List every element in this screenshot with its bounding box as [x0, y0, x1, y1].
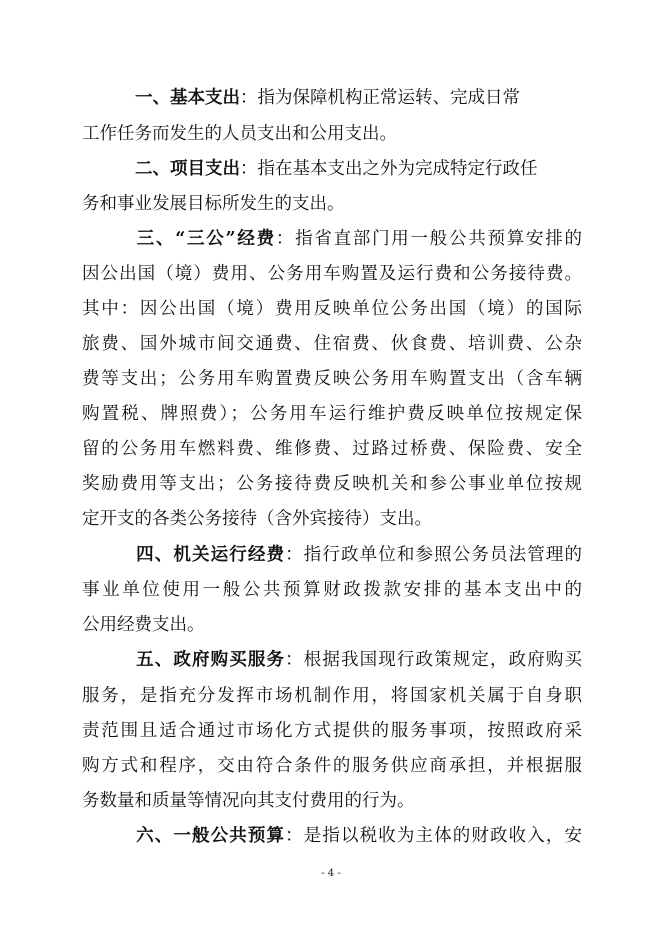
paragraph-line — [82, 545, 582, 565]
paragraph-line — [82, 229, 582, 249]
paragraph-line: 奖励费用等支出；公务接待费反映机关和参公事业单位按规 — [82, 474, 582, 494]
paragraph-line — [82, 650, 582, 670]
paragraph-line: 工作任务而发生的人员支出和公用支出。 — [82, 124, 397, 144]
paragraph-line: 公用经费支出。 — [82, 615, 205, 635]
paragraph-line: 服务，是指充分发挥市场机制作用，将国家机关属于自身职 — [82, 686, 582, 706]
paragraph-line: 因公出国（境）费用、公务用车购置及运行费和公务接待费。 — [82, 264, 582, 284]
paragraph-line: 购方式和程序，交由符合条件的服务供应商承担，并根据服 — [82, 756, 582, 776]
paragraph-text: ：指省直部门用一般公共预算安排的 — [275, 229, 583, 249]
paragraph-line: 其中：因公出国（境）费用反映单位公务出国（境）的国际 — [82, 299, 582, 319]
paragraph-line — [82, 159, 582, 179]
section-heading: 一、基本支出 — [135, 88, 240, 108]
paragraph-line: 定开支的各类公务接待（含外宾接待）支出。 — [82, 509, 432, 529]
paragraph-line: 事业单位使用一般公共预算财政拨款安排的基本支出中的 — [82, 580, 582, 600]
paragraph-line: 购置税、牌照费）；公务用车运行维护费反映单位按规定保 — [82, 404, 582, 424]
paragraph-line: 费等支出；公务用车购置费反映公务用车购置支出（含车辆 — [82, 369, 582, 389]
paragraph-line: 务和事业发展目标所发生的支出。 — [82, 194, 345, 214]
paragraph-text: ：指行政单位和参照公务员法管理的 — [285, 545, 582, 565]
paragraph-text: ：指在基本支出之外为完成特定行政任 — [240, 159, 538, 179]
paragraph-text: ：是指以税收为主体的财政收入，安 — [285, 826, 582, 846]
paragraph-text: ：指为保障机构正常运转、完成日常 — [240, 88, 520, 108]
section-heading: 三、“三公”经费 — [135, 229, 276, 249]
section-heading: 五、政府购买服务 — [135, 650, 286, 670]
paragraph-line — [82, 88, 582, 108]
section-heading: 六、一般公共预算 — [135, 826, 286, 846]
section-heading: 四、机关运行经费 — [135, 545, 286, 565]
paragraph-line — [82, 826, 582, 846]
paragraph-line: 旅费、国外城市间交通费、住宿费、伙食费、培训费、公杂 — [82, 334, 582, 354]
paragraph-text: ：根据我国现行政策规定，政府购买 — [285, 650, 582, 670]
paragraph-line: 务数量和质量等情况向其支付费用的行为。 — [82, 791, 415, 811]
paragraph-line: 留的公务用车燃料费、维修费、过路过桥费、保险费、安全 — [82, 439, 582, 459]
paragraph-line: 责范围且适合通过市场化方式提供的服务事项，按照政府采 — [82, 721, 582, 741]
section-heading: 二、项目支出 — [135, 159, 240, 179]
page-number: - 4 - — [321, 868, 341, 879]
